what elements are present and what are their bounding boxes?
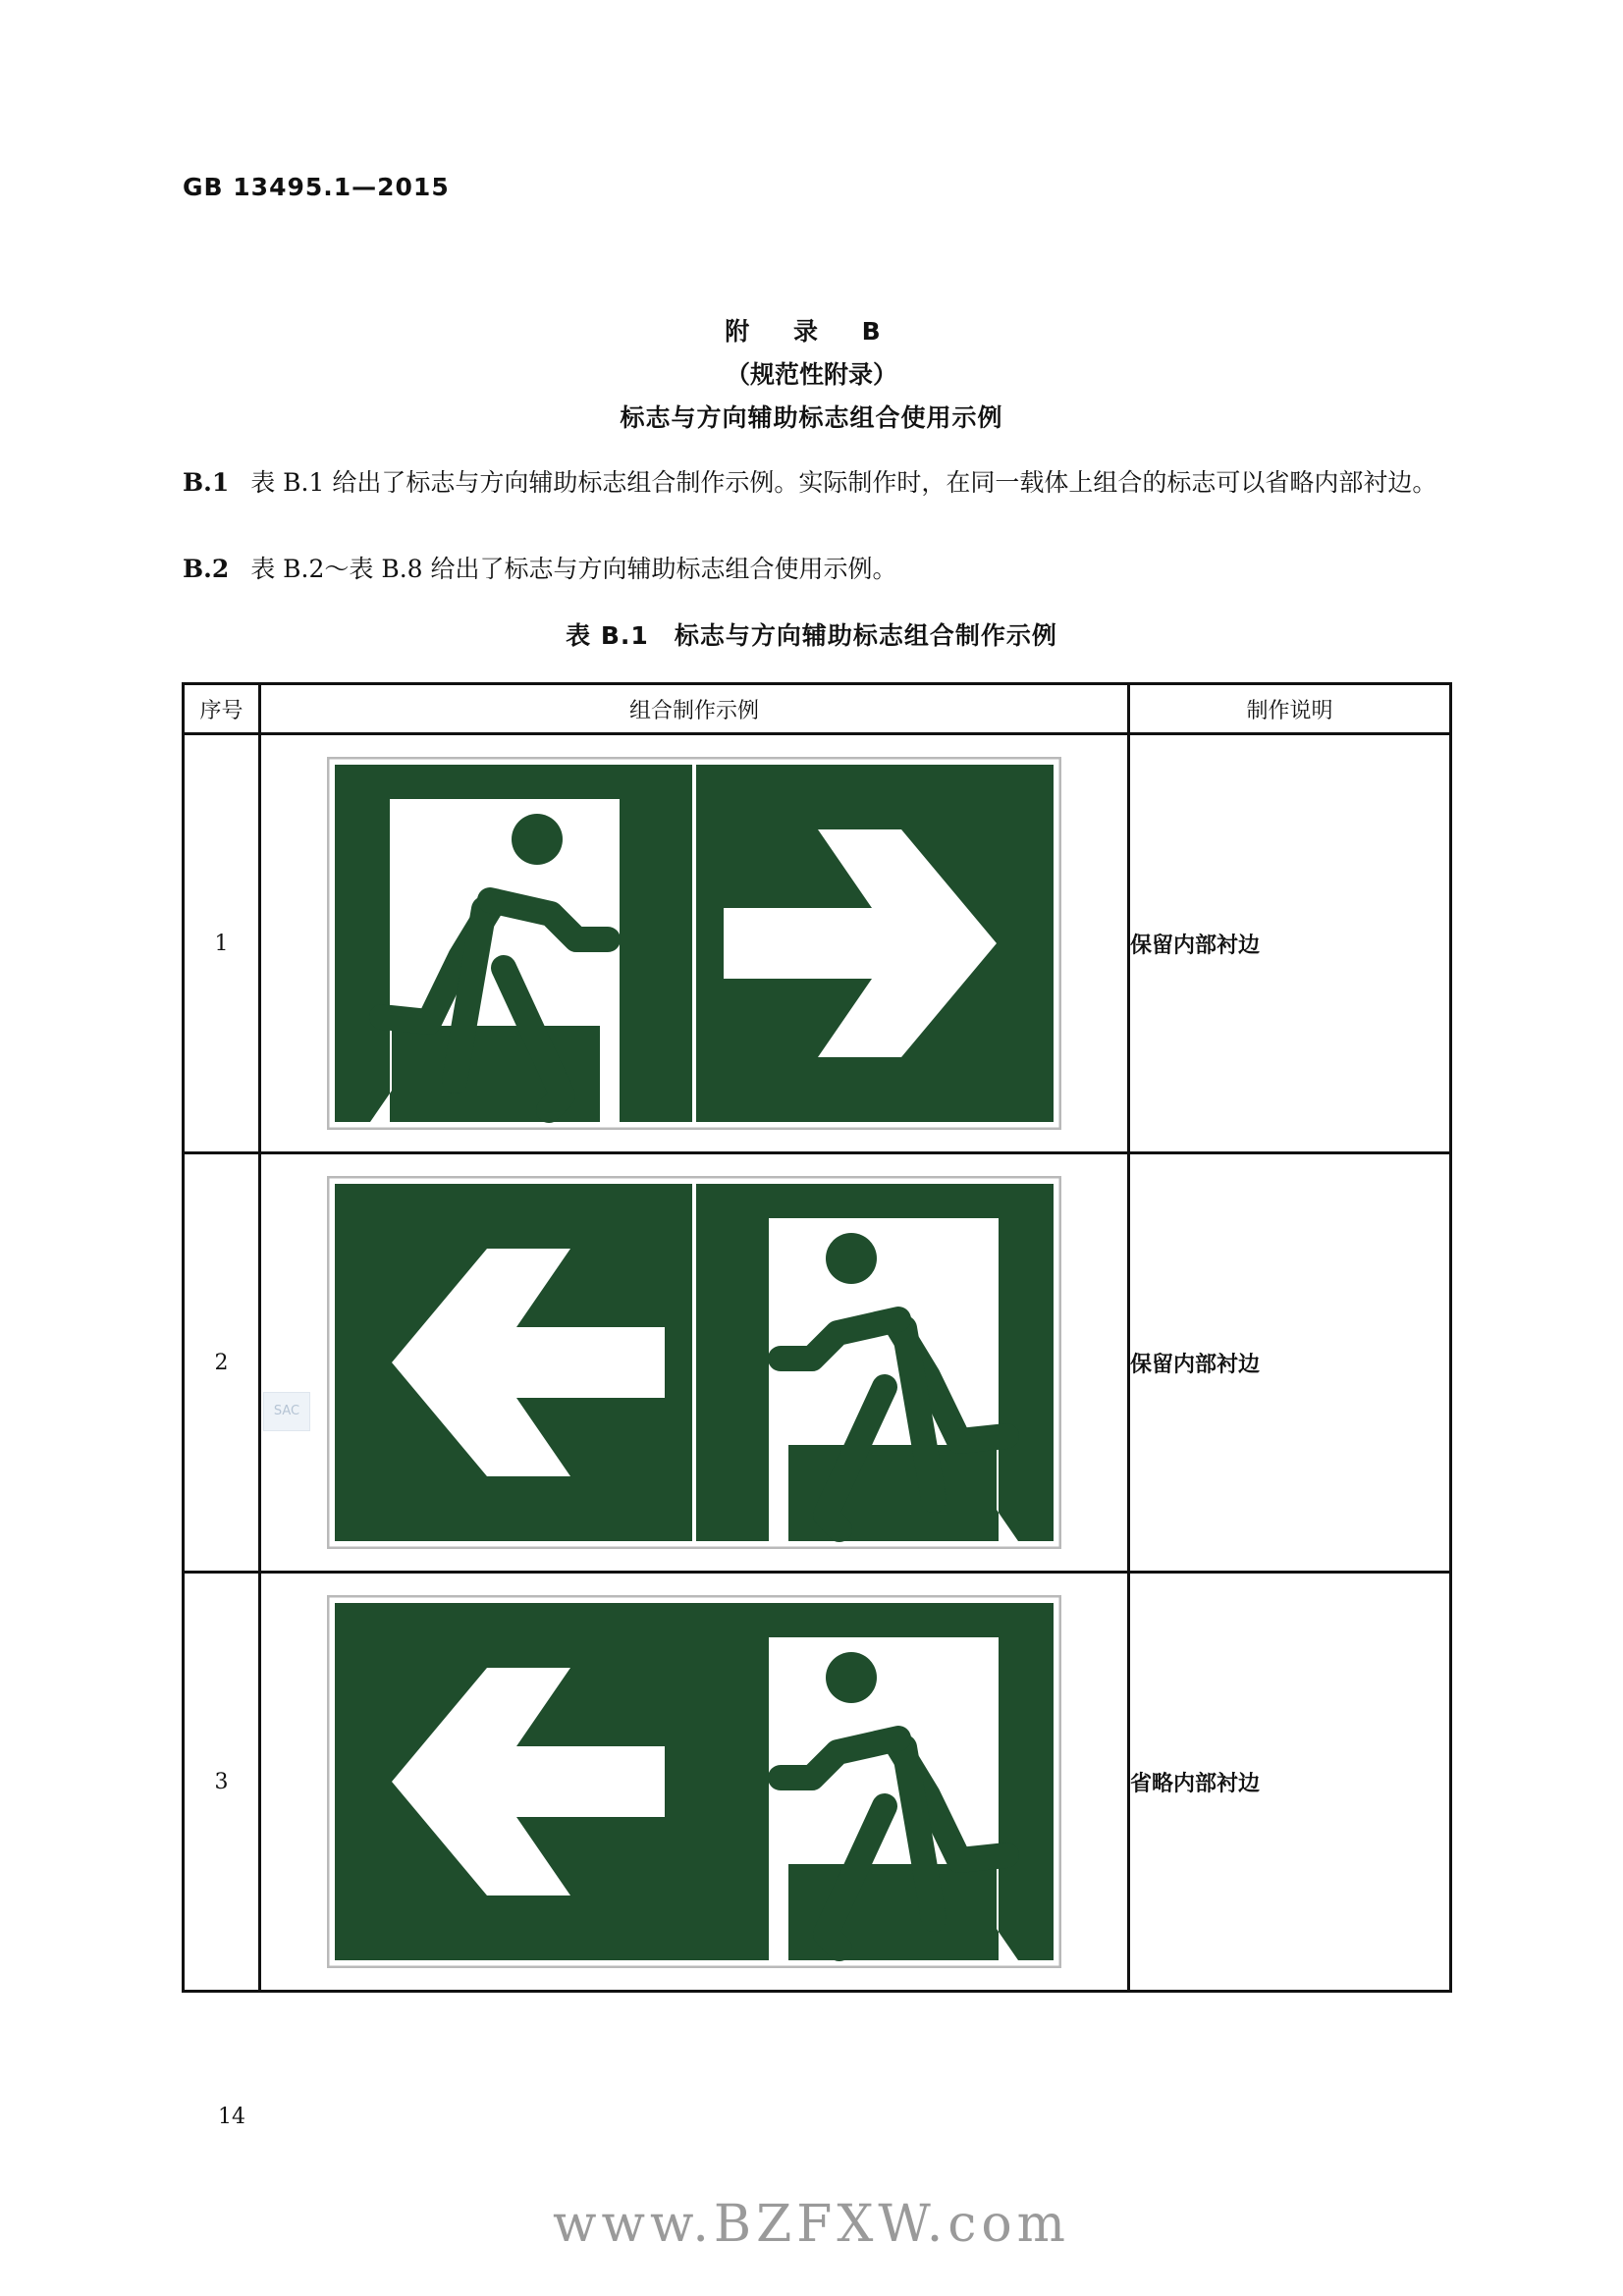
combination-example	[260, 1573, 1129, 1992]
clause-number: B.1	[183, 468, 230, 497]
table-caption-number: 表 B.1	[566, 621, 649, 650]
exit-sign-combined	[327, 1176, 1061, 1549]
page-number: 14	[218, 2105, 245, 2129]
footer-watermark-url: www.BZFXW.com	[553, 2195, 1070, 2254]
header-serial: 序号	[184, 684, 260, 734]
table-header-row	[184, 684, 1451, 734]
table-row	[184, 734, 1451, 1153]
appendix-type: （规范性附录）	[725, 360, 897, 389]
clause-number: B.2	[183, 555, 230, 583]
document-code: GB 13495.1—2015	[183, 173, 450, 201]
table-row	[184, 1153, 1451, 1573]
paragraph-b2	[183, 548, 1449, 591]
sign-combination-table	[182, 682, 1452, 1993]
header-example: 组合制作示例	[260, 684, 1129, 734]
row-number: 2	[184, 1153, 260, 1573]
row-description: 保留内部衬边	[1129, 734, 1451, 1153]
combination-example	[260, 1153, 1129, 1573]
row-number: 3	[184, 1573, 260, 1992]
table-row	[184, 1573, 1451, 1992]
exit-sign-combined	[327, 757, 1061, 1130]
sac-watermark-stamp: SAC	[263, 1392, 310, 1431]
row-number: 1	[184, 734, 260, 1153]
combination-example	[260, 734, 1129, 1153]
header-description: 制作说明	[1129, 684, 1451, 734]
appendix-title: 标志与方向辅助标志组合使用示例	[620, 403, 1003, 432]
paragraph-b1	[183, 461, 1449, 505]
exit-sign-combined	[327, 1595, 1061, 1968]
table-caption-title: 标志与方向辅助标志组合制作示例	[674, 621, 1057, 650]
row-description: 省略内部衬边	[1129, 1573, 1451, 1992]
table-caption	[0, 616, 1623, 652]
paragraph-text: 表 B.1 给出了标志与方向辅助标志组合制作示例。实际制作时，在同一载体上组合的标志可以省略内部衬边。	[250, 468, 1437, 497]
paragraph-text: 表 B.2～表 B.8 给出了标志与方向辅助标志组合使用示例。	[250, 555, 897, 583]
appendix-label: 附 录 B	[725, 317, 898, 346]
row-description: 保留内部衬边	[1129, 1153, 1451, 1573]
